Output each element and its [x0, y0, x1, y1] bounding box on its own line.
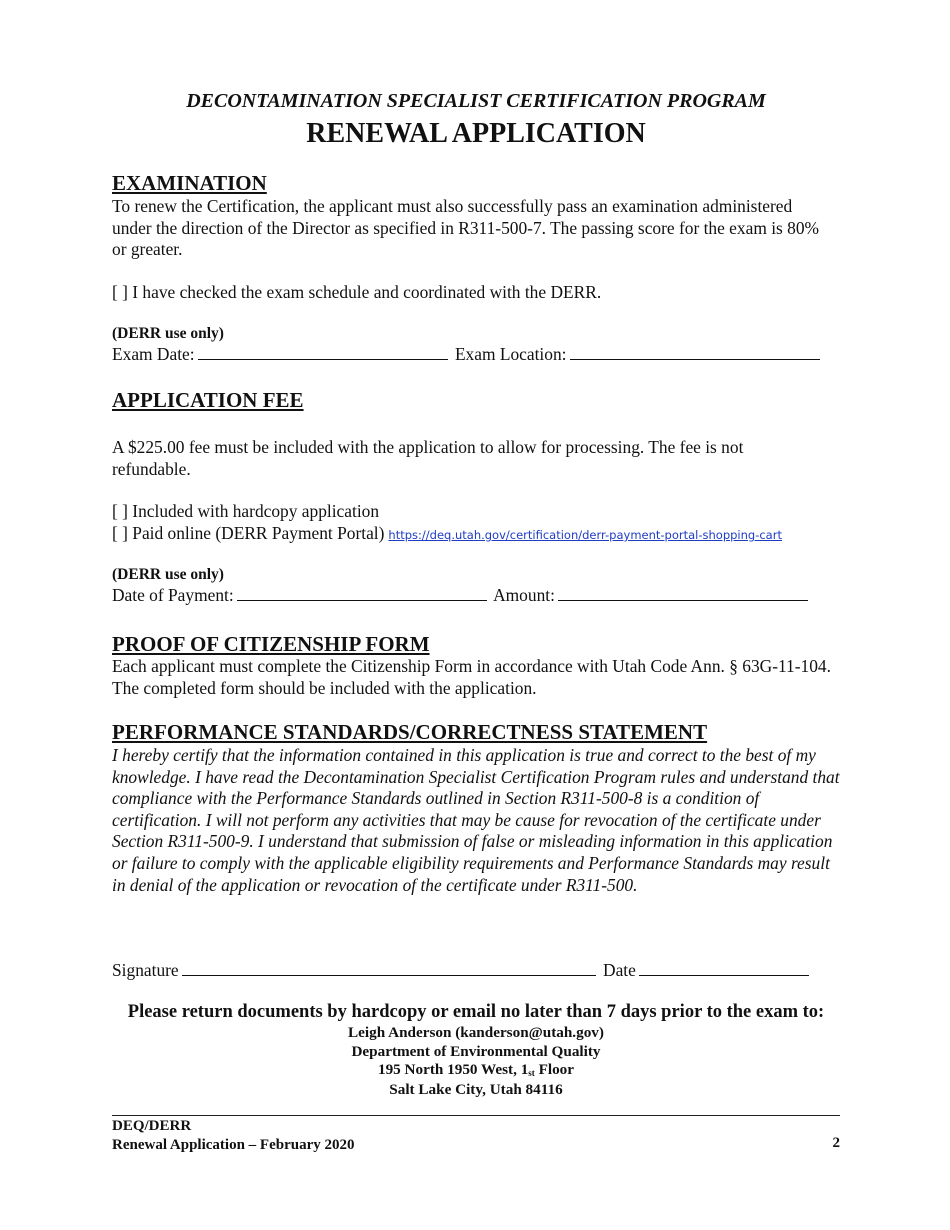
return-address [112, 1024, 840, 1099]
application-fee-heading: APPLICATION FEE [112, 388, 304, 412]
derr-use-only-label: (DERR use only) [112, 325, 224, 342]
performance-statement: I hereby certify that the information contained in this application is true and correct to the best of my knowledge. I have read the Decontamination Specialist Certification Program rules and understand that compliance with the Performance Standards outlined in Section R311-500-8 is a condition of certification. I will not perform any activities that may be cause for revocation of the certificate under Section R311-500-9. I understand that submission of false or misleading information in this application or failure to comply with the applicable eligibility requirements and Performance Standards may result in denial of the application or revocation of the certificate under R311-500. [112, 745, 840, 895]
footer-text [112, 1117, 355, 1154]
performance-heading: PERFORMANCE STANDARDS/CORRECTNESS STATEMENT [112, 720, 708, 744]
citizenship-text: Each applicant must complete the Citizenship Form in accordance with Utah Code Ann. § 63G-11-104. The completed form should be included with the application. [112, 656, 831, 698]
signature-field[interactable] [182, 960, 596, 976]
street-superscript: st [528, 1068, 535, 1078]
footer-divider [112, 1115, 840, 1116]
citizenship-heading: PROOF OF CITIZENSHIP FORM [112, 632, 430, 656]
amount-label: Amount: [493, 585, 555, 605]
contact-line: Leigh Anderson (kanderson@utah.gov) [348, 1024, 604, 1041]
street-line [112, 1061, 840, 1081]
street-prefix: 195 North 1950 West, 1 [377, 1061, 529, 1078]
derr-use-only-label: (DERR use only) [112, 566, 224, 583]
street-suffix: Floor [534, 1061, 575, 1078]
payment-portal-link[interactable]: https://deq.utah.gov/certification/derr-payment-portal-shopping-cart [388, 528, 782, 542]
online-payment-row [112, 523, 782, 547]
exam-location-label: Exam Location: [454, 344, 567, 364]
examination-text: To renew the Certification, the applicant must also successfully pass an examination administered under the direction of the Director as specified in R311-500-7. The passing score for the exam is 80% or greater. [112, 196, 820, 260]
signature-date-field[interactable] [639, 960, 809, 976]
payment-date-label: Date of Payment: [112, 585, 234, 605]
page-title: RENEWAL APPLICATION [306, 118, 646, 149]
payment-fields-row [112, 585, 811, 606]
exam-fields-row [112, 344, 823, 365]
online-payment-checkbox[interactable]: [ ] Paid online (DERR Payment Portal) [112, 523, 385, 543]
program-title: DECONTAMINATION SPECIALIST CERTIFICATION PROGRAM [186, 90, 766, 112]
exam-date-field[interactable] [198, 344, 448, 360]
department-line: Department of Environmental Quality [351, 1042, 601, 1060]
signature-date-label: Date [603, 960, 636, 980]
footer-document: Renewal Application – February 2020 [112, 1136, 355, 1153]
page-number: 2 [832, 1135, 840, 1151]
exam-schedule-checkbox[interactable]: [ ] I have checked the exam schedule and coordinated with the DERR. [112, 282, 602, 302]
examination-heading: EXAMINATION [112, 171, 267, 195]
signature-row [112, 960, 812, 981]
footer-org: DEQ/DERR [112, 1118, 192, 1134]
application-fee-text: A $225.00 fee must be included with the application to allow for processing. The fee is not refundable. [112, 437, 744, 479]
exam-date-label: Exam Date: [112, 344, 195, 364]
hardcopy-option-checkbox[interactable]: [ ] Included with hardcopy application [112, 501, 380, 521]
payment-date-field[interactable] [237, 585, 487, 601]
city-line: Salt Lake City, Utah 84116 [389, 1080, 563, 1098]
amount-field[interactable] [558, 585, 808, 601]
exam-location-field[interactable] [570, 344, 820, 360]
signature-label: Signature [112, 960, 179, 980]
return-instructions: Please return documents by hardcopy or email no later than 7 days prior to the exam to: [127, 1002, 825, 1022]
